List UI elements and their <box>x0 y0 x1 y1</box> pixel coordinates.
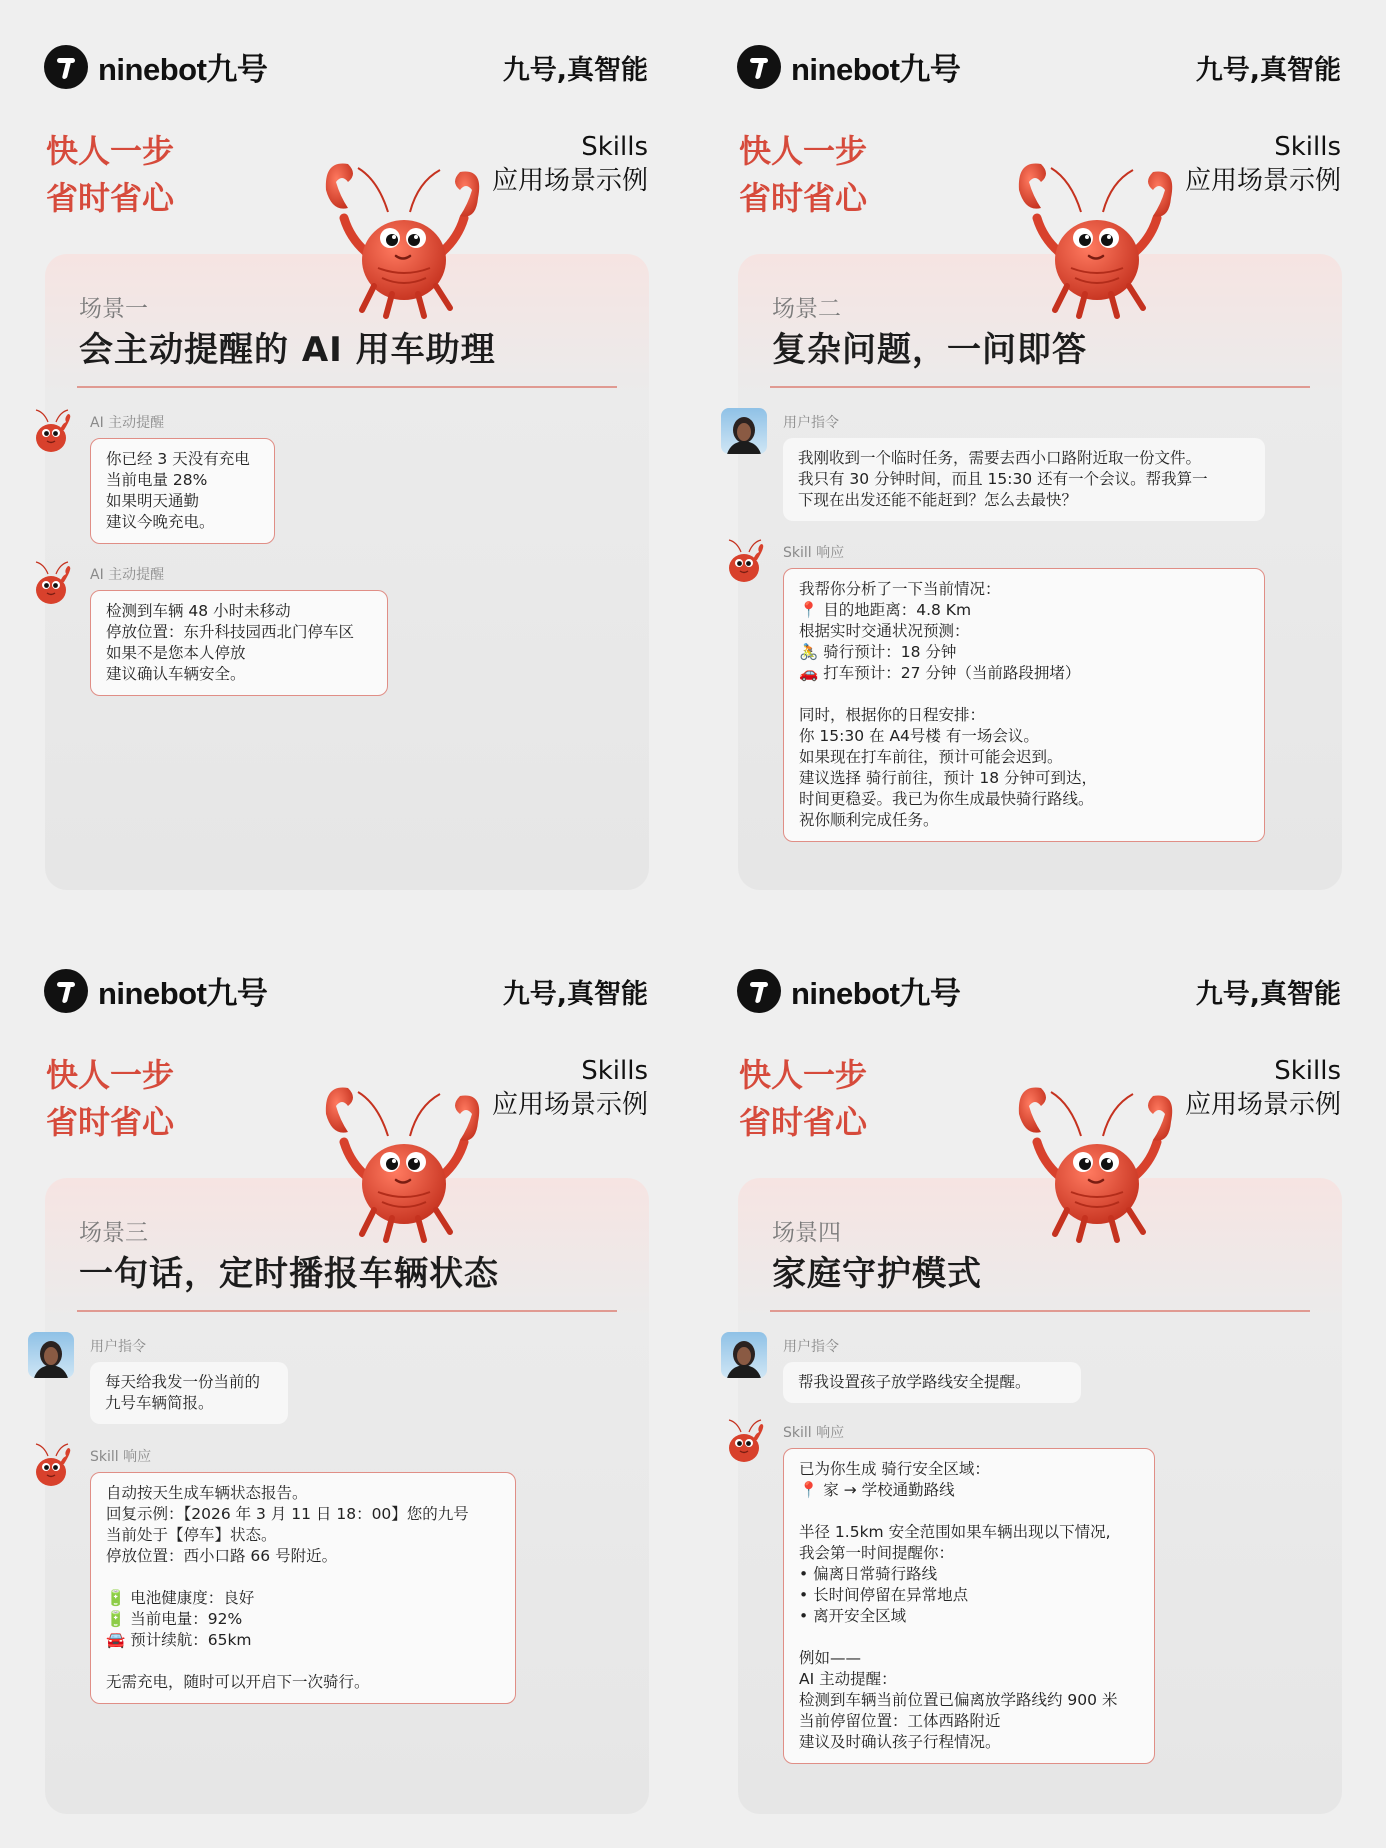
lobster-mascot-icon <box>1011 1084 1181 1244</box>
message-bubble <box>783 1448 1155 1764</box>
message-line: 九号车辆简报。 <box>105 1394 214 1412</box>
tagline-line: 快人一步 <box>46 1056 175 1094</box>
message-line: 帮我设置孩子放学路线安全提醒。 <box>798 1373 1031 1391</box>
message-line: 我帮你分析了一下当前情况： <box>799 580 1001 598</box>
scene-title: 复杂问题，一问即答 <box>772 330 1087 370</box>
message-line <box>799 684 1249 705</box>
message-line: • 偏离日常骑行路线 <box>799 1565 938 1583</box>
message-line: 下现在出发还能不能赶到？怎么去最快？ <box>798 491 1078 509</box>
message-bubble <box>90 1362 288 1424</box>
message-line: 时间更稳妥。我已为你生成最快骑行路线。 <box>799 790 1094 808</box>
message-line: 我只有 30 分钟时间，而且 15:30 还有一个会议。帮我算一 <box>798 470 1208 488</box>
scene-title: 会主动提醒的 AI 用车助理 <box>79 330 496 370</box>
tagline <box>46 128 174 222</box>
message-sender: 用户指令 <box>90 1339 146 1355</box>
message-sender: Skill 响应 <box>90 1449 152 1465</box>
message-sender: 用户指令 <box>783 1339 839 1355</box>
message-line: 我刚收到一个临时任务，需要去西小口路附近取一份文件。 <box>798 449 1202 467</box>
scene-panel-3 <box>0 924 693 1848</box>
ninebot-logo-icon <box>737 969 781 1013</box>
message-line: 停放位置：东升科技园西北门停车区 <box>106 623 355 641</box>
message-line: 建议今晚充电。 <box>106 513 215 531</box>
tagline-line: 快人一步 <box>739 132 868 170</box>
skills-label <box>1185 130 1341 198</box>
message-line: 半径 1.5km 安全范围如果车辆出现以下情况, <box>799 1523 1111 1541</box>
message-sender: Skill 响应 <box>783 545 845 561</box>
skills-label <box>492 1054 648 1122</box>
message-line: 如果明天通勤 <box>106 492 200 510</box>
divider <box>770 1310 1310 1312</box>
message-line: 🚘 预计续航：65km <box>106 1631 252 1649</box>
tagline <box>739 1052 867 1146</box>
message-line: 建议确认车辆安全。 <box>106 665 246 683</box>
brand-slogan: 九号,真智能 <box>502 55 648 86</box>
user-avatar <box>721 408 767 454</box>
ninebot-logo <box>44 968 267 1013</box>
divider <box>770 386 1310 388</box>
message-bubble <box>90 590 388 696</box>
message-line: 我会第一时间提醒你： <box>799 1544 955 1562</box>
message-line: 例如—— <box>799 1649 862 1667</box>
message-line <box>799 1627 1139 1648</box>
lobster-avatar-icon <box>721 538 767 584</box>
divider <box>77 1310 617 1312</box>
lobster-mascot-icon <box>318 160 488 320</box>
skills-label <box>492 130 648 198</box>
scene-panel-4 <box>693 924 1386 1848</box>
user-avatar <box>721 1332 767 1378</box>
skills-label-line: Skills <box>581 1056 648 1086</box>
tagline-line: 省时省心 <box>46 179 175 217</box>
message-line <box>799 1501 1139 1522</box>
message-line: 你已经 3 天没有充电 <box>106 450 250 468</box>
scene-panel-2 <box>693 0 1386 924</box>
skills-label-line: 应用场景示例 <box>491 1090 648 1120</box>
ninebot-logo <box>737 968 960 1013</box>
ninebot-logo-icon <box>44 45 88 89</box>
skills-label-line: Skills <box>1274 1056 1341 1086</box>
tagline-line: 省时省心 <box>46 1103 175 1141</box>
skills-label-line: Skills <box>581 132 648 162</box>
message-line: 🔋 电池健康度：良好 <box>106 1589 255 1607</box>
ninebot-logo <box>44 44 267 89</box>
lobster-avatar-icon <box>28 560 74 606</box>
message-line: 建议及时确认孩子行程情况。 <box>799 1733 1001 1751</box>
message-line: 建议选择 骑行前往，预计 18 分钟可到达， <box>799 769 1098 787</box>
message-line <box>106 1651 500 1672</box>
ninebot-logo <box>737 44 960 89</box>
message-line: 如果不是您本人停放 <box>106 644 246 662</box>
lobster-mascot-icon <box>318 1084 488 1244</box>
message-line: 根据实时交通状况预测： <box>799 622 970 640</box>
logo-text: ninebot九号 <box>791 52 961 87</box>
message-line: 🚴 骑行预计：18 分钟 <box>799 643 957 661</box>
tagline <box>46 1052 174 1146</box>
ninebot-logo-icon <box>44 969 88 1013</box>
scene-label: 场景一 <box>79 296 148 322</box>
skills-label-line: 应用场景示例 <box>1184 166 1341 196</box>
message-line: 自动按天生成车辆状态报告。 <box>106 1484 308 1502</box>
ninebot-logo-icon <box>737 45 781 89</box>
message-sender: AI 主动提醒 <box>90 567 165 583</box>
message-line: 回复示例：【2026 年 3 月 11 日 18：00】您的九号 <box>106 1505 469 1523</box>
message-line: 当前电量 28% <box>106 471 208 489</box>
divider <box>77 386 617 388</box>
message-line: 📍 家 → 学校通勤路线 <box>799 1481 955 1499</box>
skills-label-line: 应用场景示例 <box>491 166 648 196</box>
message-line: AI 主动提醒： <box>799 1670 897 1688</box>
logo-text: ninebot九号 <box>98 52 268 87</box>
brand-slogan: 九号,真智能 <box>1195 979 1341 1010</box>
message-line: 祝你顺利完成任务。 <box>799 811 939 829</box>
message-sender: 用户指令 <box>783 415 839 431</box>
message-line: 检测到车辆 48 小时未移动 <box>106 602 291 620</box>
message-line: 无需充电，随时可以开启下一次骑行。 <box>106 1673 370 1691</box>
tagline-line: 省时省心 <box>739 1103 868 1141</box>
lobster-avatar-icon <box>28 1442 74 1488</box>
message-bubble <box>783 1362 1081 1403</box>
message-bubble <box>783 438 1265 521</box>
brand-slogan: 九号,真智能 <box>1195 55 1341 86</box>
lobster-avatar-icon <box>721 1418 767 1464</box>
lobster-avatar-icon <box>28 408 74 454</box>
skills-label-line: Skills <box>1274 132 1341 162</box>
lobster-mascot-icon <box>1011 160 1181 320</box>
skills-label-line: 应用场景示例 <box>1184 1090 1341 1120</box>
scene-label: 场景三 <box>79 1220 148 1246</box>
scene-panel-1 <box>0 0 693 924</box>
message-sender: AI 主动提醒 <box>90 415 165 431</box>
skills-label <box>1185 1054 1341 1122</box>
message-line: • 离开安全区域 <box>799 1607 907 1625</box>
message-bubble <box>90 438 275 544</box>
message-bubble <box>90 1472 516 1704</box>
message-line: 如果现在打车前往，预计可能会迟到。 <box>799 748 1063 766</box>
logo-text: ninebot九号 <box>791 976 961 1011</box>
scene-title: 家庭守护模式 <box>772 1254 982 1294</box>
logo-text: ninebot九号 <box>98 976 268 1011</box>
message-sender: Skill 响应 <box>783 1425 845 1441</box>
message-line <box>106 1567 500 1588</box>
tagline-line: 省时省心 <box>739 179 868 217</box>
scene-label: 场景四 <box>772 1220 841 1246</box>
message-line: 每天给我发一份当前的 <box>105 1373 261 1391</box>
tagline <box>739 128 867 222</box>
message-line: 🔋 当前电量：92% <box>106 1610 243 1628</box>
message-line: 📍 目的地距离：4.8 Km <box>799 601 972 619</box>
message-line: 已为你生成 骑行安全区域： <box>799 1460 990 1478</box>
message-bubble <box>783 568 1265 842</box>
tagline-line: 快人一步 <box>46 132 175 170</box>
message-line: 停放位置：西小口路 66 号附近。 <box>106 1547 338 1565</box>
message-line: 检测到车辆当前位置已偏离放学路线约 900 米 <box>799 1691 1118 1709</box>
message-line: 同时，根据你的日程安排： <box>799 706 986 724</box>
scene-label: 场景二 <box>772 296 841 322</box>
message-line: 🚗 打车预计：27 分钟（当前路段拥堵） <box>799 664 1081 682</box>
brand-slogan: 九号,真智能 <box>502 979 648 1010</box>
tagline-line: 快人一步 <box>739 1056 868 1094</box>
scene-title: 一句话，定时播报车辆状态 <box>79 1254 499 1294</box>
message-line: • 长时间停留在异常地点 <box>799 1586 969 1604</box>
message-line: 当前处于【停车】状态。 <box>106 1526 277 1544</box>
message-line: 你 15:30 在 A4号楼 有一场会议。 <box>799 727 1039 745</box>
user-avatar <box>28 1332 74 1378</box>
message-line: 当前停留位置：工体西路附近 <box>799 1712 1001 1730</box>
